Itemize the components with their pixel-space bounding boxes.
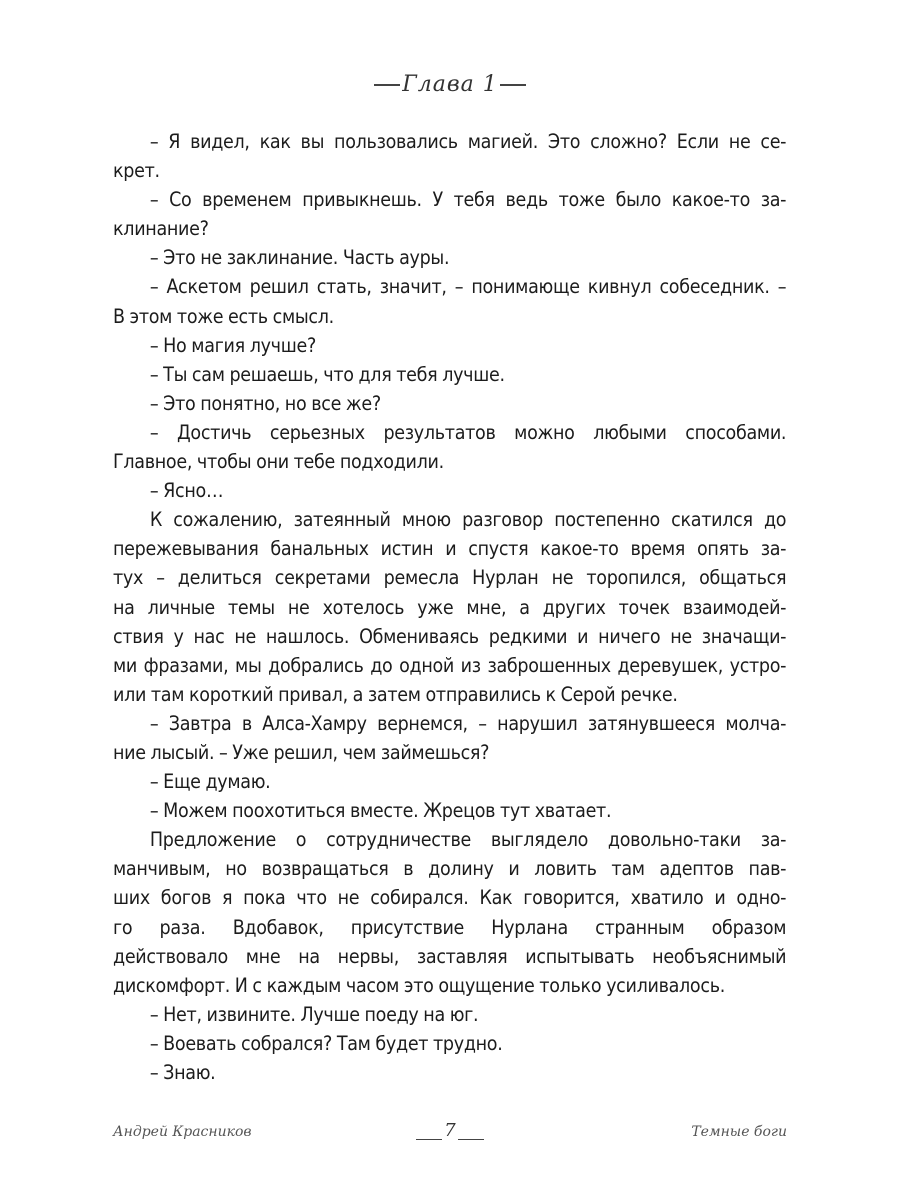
- text-line: – Это понятно, но все же?: [149, 391, 381, 415]
- text-line: – Завтра в Алса-Хамру вернемся, – нарушил затянувшееся молча-: [149, 711, 787, 735]
- text-line: ствия у нас не нашлось. Обмениваясь редкими и ничего не значащи-: [113, 624, 787, 648]
- text-line: крет.: [113, 159, 160, 183]
- text-line: – Ясно…: [149, 479, 224, 503]
- text-line: – Но магия лучше?: [149, 333, 316, 357]
- text-line: – Воевать собрался? Там будет трудно.: [149, 1031, 503, 1055]
- page-number: [113, 1120, 787, 1141]
- text-line: клинание?: [113, 217, 209, 241]
- text-line: – Достичь серьезных результатов можно любыми способами.: [149, 420, 787, 444]
- text-line: – Еще думаю.: [149, 770, 271, 794]
- text-line: Главное, чтобы они тебе подходили.: [113, 450, 444, 474]
- ornament-dash-right: [500, 84, 526, 86]
- text-line: действовало мне на нервы, заставляя испытывать необъяснимый: [113, 944, 787, 968]
- text-line: – Это не заклинание. Часть ауры.: [149, 246, 450, 270]
- text-line: ших богов я пока что не собирался. Как говорится, хватило и одно-: [113, 886, 787, 910]
- page-number-value: 7: [444, 1120, 456, 1141]
- text-line: тух – делиться секретами ремесла Нурлан не торопился, общаться: [113, 566, 787, 590]
- text-line: го раза. Вдобавок, присутствие Нурлана странным образом: [113, 915, 787, 939]
- ornament-dash-left: [374, 84, 400, 86]
- text-line: – Знаю.: [149, 1061, 216, 1084]
- text-line: на личные темы не хотелось уже мне, а других точек взаимодей-: [113, 595, 787, 619]
- text-line: – Нет, извините. Лучше поеду на юг.: [149, 1002, 479, 1026]
- text-line: или там короткий привал, а затем отправились к Серой речке.: [113, 682, 678, 706]
- text-line: – Аскетом решил стать, значит, – понимающе кивнул собеседник. –: [149, 275, 787, 299]
- underline-right: [458, 1139, 484, 1141]
- text-line: ми фразами, мы добрались до одной из заброшенных деревушек, устро-: [113, 653, 787, 677]
- text-line: манчивым, но возвращаться в долину и ловить там адептов пав-: [113, 857, 787, 881]
- body-text: [113, 127, 787, 1087]
- text-line: дискомфорт. И с каждым часом это ощущение только усиливалось.: [113, 973, 725, 997]
- text-line: К сожалению, затеянный мною разговор постепенно скатился до: [149, 508, 787, 532]
- chapter-title: Глава 1: [402, 72, 498, 97]
- text-line: – Со временем привыкнешь. У тебя ведь тоже было какое-то за-: [149, 188, 787, 212]
- underline-left: [416, 1139, 442, 1141]
- page-footer: [113, 1120, 787, 1148]
- text-line: пережевывания банальных истин и спустя какое-то время опять за-: [113, 537, 787, 561]
- text-line: Предложение о сотрудничестве выглядело довольно-таки за-: [149, 828, 787, 852]
- text-line: – Я видел, как вы пользовались магией. Это сложно? Если не се-: [149, 130, 787, 153]
- text-line: ние лысый. – Уже решил, чем займешься?: [113, 740, 490, 764]
- chapter-header: [0, 72, 900, 97]
- text-line: В этом тоже есть смысл.: [113, 304, 334, 328]
- footer-author: Андрей Красников: [113, 1124, 252, 1140]
- text-line: – Ты сам решаешь, что для тебя лучше.: [149, 362, 505, 386]
- text-line: – Можем поохотиться вместе. Жрецов тут хватает.: [149, 799, 612, 823]
- footer-book-title: Темные боги: [691, 1124, 787, 1140]
